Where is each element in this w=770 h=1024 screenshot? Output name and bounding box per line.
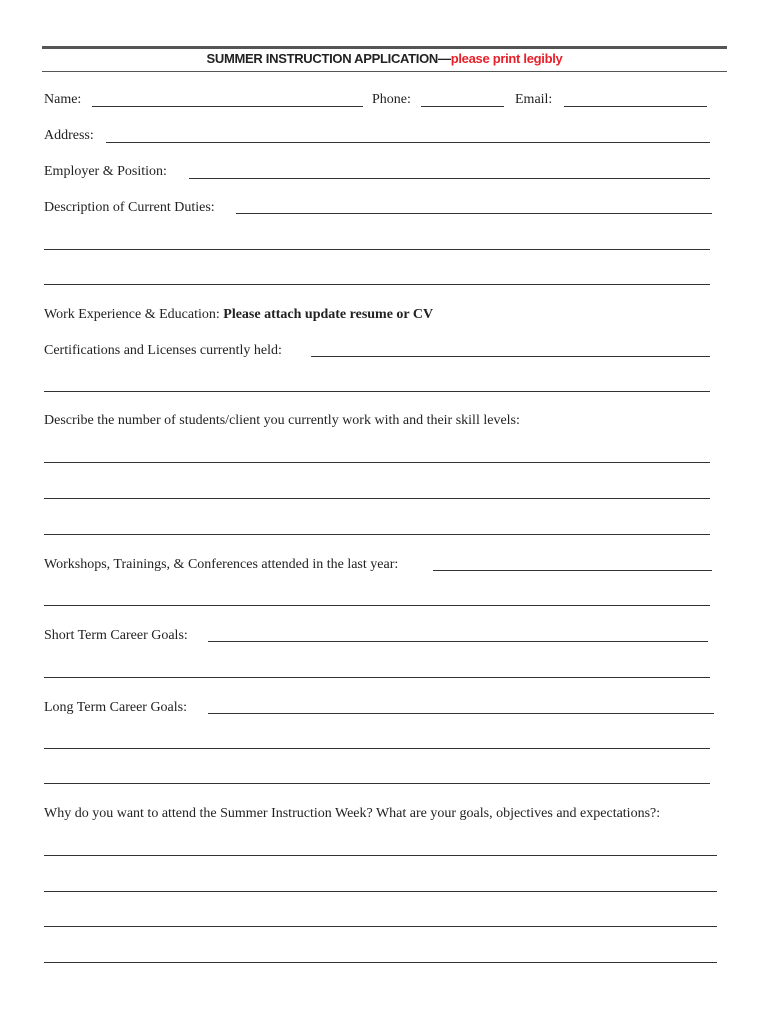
employer-label: Employer & Position:	[44, 164, 167, 179]
students-line-1[interactable]	[44, 462, 710, 463]
email-field[interactable]	[564, 106, 707, 107]
address-label: Address:	[44, 128, 94, 143]
short-goals-field[interactable]	[208, 641, 708, 642]
certifications-label: Certifications and Licenses currently held:	[44, 343, 282, 358]
address-field[interactable]	[106, 142, 710, 143]
experience-note: Please attach update resume or CV	[223, 307, 434, 322]
why-label: Why do you want to attend the Summer Instruction Week? What are your goals, objectives and expectations?:	[44, 806, 661, 821]
phone-label: Phone:	[372, 92, 411, 107]
short-goals-line-2[interactable]	[44, 677, 710, 678]
header-bottom-rule	[42, 71, 727, 72]
experience-label	[44, 307, 433, 323]
workshops-line-2[interactable]	[44, 605, 710, 606]
certifications-field[interactable]	[311, 356, 710, 357]
duties-label: Description of Current Duties:	[44, 200, 215, 215]
duties-line-3[interactable]	[44, 284, 710, 285]
form-title	[42, 51, 727, 66]
long-goals-line-3[interactable]	[44, 783, 710, 784]
duties-line-2[interactable]	[44, 249, 710, 250]
workshops-label: Workshops, Trainings, & Conferences attended in the last year:	[44, 557, 399, 572]
email-label: Email:	[515, 92, 553, 107]
certifications-line-2[interactable]	[44, 391, 710, 392]
workshops-field[interactable]	[433, 570, 712, 571]
employer-field[interactable]	[189, 178, 710, 179]
header-top-rule	[42, 46, 727, 49]
why-line-1[interactable]	[44, 855, 717, 856]
short-goals-label: Short Term Career Goals:	[44, 628, 188, 643]
why-line-3[interactable]	[44, 926, 717, 927]
students-line-2[interactable]	[44, 498, 710, 499]
why-line-2[interactable]	[44, 891, 717, 892]
experience-label-text: Work Experience & Education:	[44, 307, 220, 322]
long-goals-field[interactable]	[208, 713, 714, 714]
long-goals-line-2[interactable]	[44, 748, 710, 749]
form-title-note: please print legibly	[450, 51, 563, 66]
long-goals-label: Long Term Career Goals:	[44, 700, 187, 715]
name-field[interactable]	[92, 106, 363, 107]
students-label: Describe the number of students/client you currently work with and their skill levels:	[44, 413, 520, 428]
students-line-3[interactable]	[44, 534, 710, 535]
duties-field[interactable]	[236, 213, 712, 214]
name-label: Name:	[44, 92, 82, 107]
why-line-4[interactable]	[44, 962, 717, 963]
phone-field[interactable]	[421, 106, 504, 107]
form-title-text: SUMMER INSTRUCTION APPLICATION—	[206, 51, 451, 66]
